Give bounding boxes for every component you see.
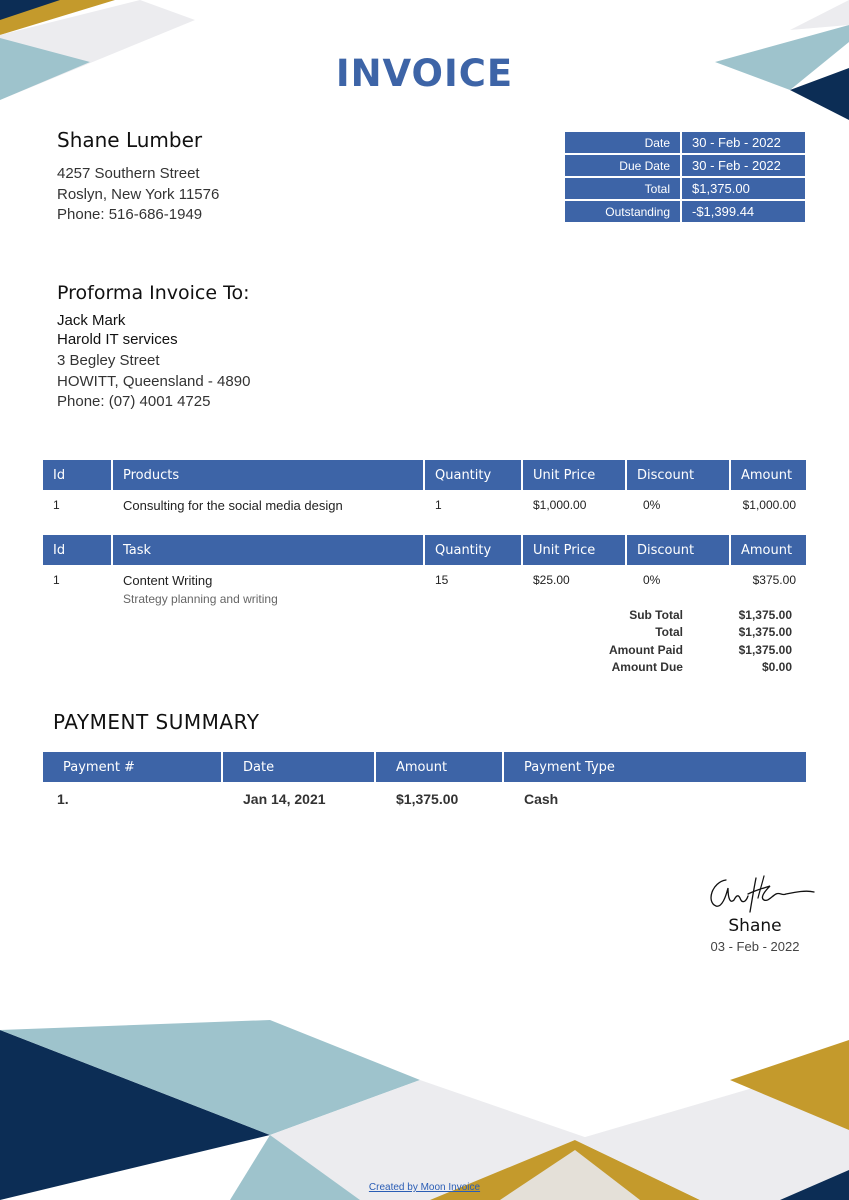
table-row — [43, 490, 806, 513]
row-task — [113, 565, 425, 606]
row-unit-price: $25.00 — [533, 573, 570, 587]
row-task-description: Strategy planning and writing — [123, 592, 278, 606]
payment-type: Cash — [524, 791, 559, 807]
table-row — [43, 782, 806, 807]
totals-row-amount-due — [572, 659, 792, 677]
payment-summary-heading: PAYMENT SUMMARY — [53, 710, 260, 734]
bill-to-address-line2: HOWITT, Queensland - 4890 — [57, 373, 251, 390]
company-address-line1: 4257 Southern Street — [57, 165, 200, 182]
totals-value: $1,375.00 — [738, 607, 792, 622]
products-header-row — [43, 460, 806, 490]
column-header-id: Id — [43, 535, 113, 565]
row-task-name: Content Writing — [123, 573, 213, 588]
row-id: 1 — [53, 573, 60, 587]
meta-label: Date — [565, 132, 682, 155]
payment-date: Jan 14, 2021 — [243, 791, 326, 807]
column-header-products: Products — [113, 460, 425, 490]
tasks-table — [43, 535, 806, 606]
meta-label: Total — [565, 178, 682, 201]
totals-label: Amount Due — [611, 660, 683, 675]
products-table — [43, 460, 806, 513]
meta-label: Due Date — [565, 155, 682, 178]
column-header-payment-type: Payment Type — [504, 752, 806, 782]
row-id: 1 — [53, 498, 60, 512]
bill-to-heading: Proforma Invoice To: — [57, 282, 250, 304]
totals-value: $1,375.00 — [738, 625, 792, 640]
column-header-discount: Discount — [627, 460, 731, 490]
signature-date: 03 - Feb - 2022 — [710, 939, 800, 954]
row-amount: $375.00 — [752, 573, 796, 587]
totals-value: $0.00 — [761, 660, 792, 675]
signature-name: Shane — [728, 916, 782, 936]
meta-value: 30 - Feb - 2022 — [682, 132, 805, 155]
table-row — [43, 565, 806, 606]
payment-amount: $1,375.00 — [396, 791, 459, 807]
bill-to-company: Harold IT services — [57, 331, 178, 348]
column-header-payment-number: Payment # — [43, 752, 223, 782]
totals-table — [572, 606, 792, 676]
column-header-task: Task — [113, 535, 425, 565]
totals-label: Total — [655, 625, 683, 640]
meta-label: Outstanding — [565, 201, 682, 224]
totals-row-total — [572, 624, 792, 642]
column-header-unit-price: Unit Price — [523, 535, 627, 565]
meta-value: $1,375.00 — [682, 178, 805, 201]
column-header-discount: Discount — [627, 535, 731, 565]
totals-label: Sub Total — [629, 607, 683, 622]
row-discount: 0% — [643, 498, 661, 512]
meta-value: -$1,399.44 — [682, 201, 805, 224]
row-discount: 0% — [643, 573, 661, 587]
meta-row-outstanding — [565, 201, 805, 224]
row-quantity: 1 — [435, 498, 442, 512]
row-product-name: Consulting for the social media design — [123, 498, 343, 513]
payment-number: 1. — [57, 791, 69, 807]
company-name: Shane Lumber — [57, 128, 203, 152]
company-phone: Phone: 516-686-1949 — [57, 206, 203, 223]
column-header-unit-price: Unit Price — [523, 460, 627, 490]
company-address-line2: Roslyn, New York 11576 — [57, 186, 220, 203]
column-header-amount: Amount — [731, 460, 806, 490]
column-header-date: Date — [223, 752, 376, 782]
column-header-id: Id — [43, 460, 113, 490]
meta-row-date — [565, 132, 805, 155]
bill-to-phone: Phone: (07) 4001 4725 — [57, 393, 211, 410]
tasks-header-row — [43, 535, 806, 565]
bill-to-name: Jack Mark — [57, 312, 126, 329]
payment-header-row — [43, 752, 806, 782]
created-by-link[interactable]: Created by Moon Invoice — [368, 1182, 481, 1193]
invoice-title: INVOICE — [335, 52, 514, 95]
totals-row-amount-paid — [572, 641, 792, 659]
meta-row-due-date — [565, 155, 805, 178]
column-header-amount: Amount — [731, 535, 806, 565]
bill-to-address-line1: 3 Begley Street — [57, 352, 160, 369]
column-header-quantity: Quantity — [425, 535, 523, 565]
meta-value: 30 - Feb - 2022 — [682, 155, 805, 178]
totals-row-subtotal — [572, 606, 792, 624]
row-amount: $1,000.00 — [742, 498, 796, 512]
totals-value: $1,375.00 — [738, 642, 792, 657]
row-unit-price: $1,000.00 — [533, 498, 587, 512]
column-header-amount: Amount — [376, 752, 504, 782]
totals-label: Amount Paid — [608, 642, 683, 657]
meta-row-total — [565, 178, 805, 201]
handwritten-signature — [704, 874, 816, 916]
column-header-quantity: Quantity — [425, 460, 523, 490]
payment-summary-table — [43, 752, 806, 807]
row-quantity: 15 — [435, 573, 449, 587]
invoice-meta-table — [565, 132, 805, 224]
